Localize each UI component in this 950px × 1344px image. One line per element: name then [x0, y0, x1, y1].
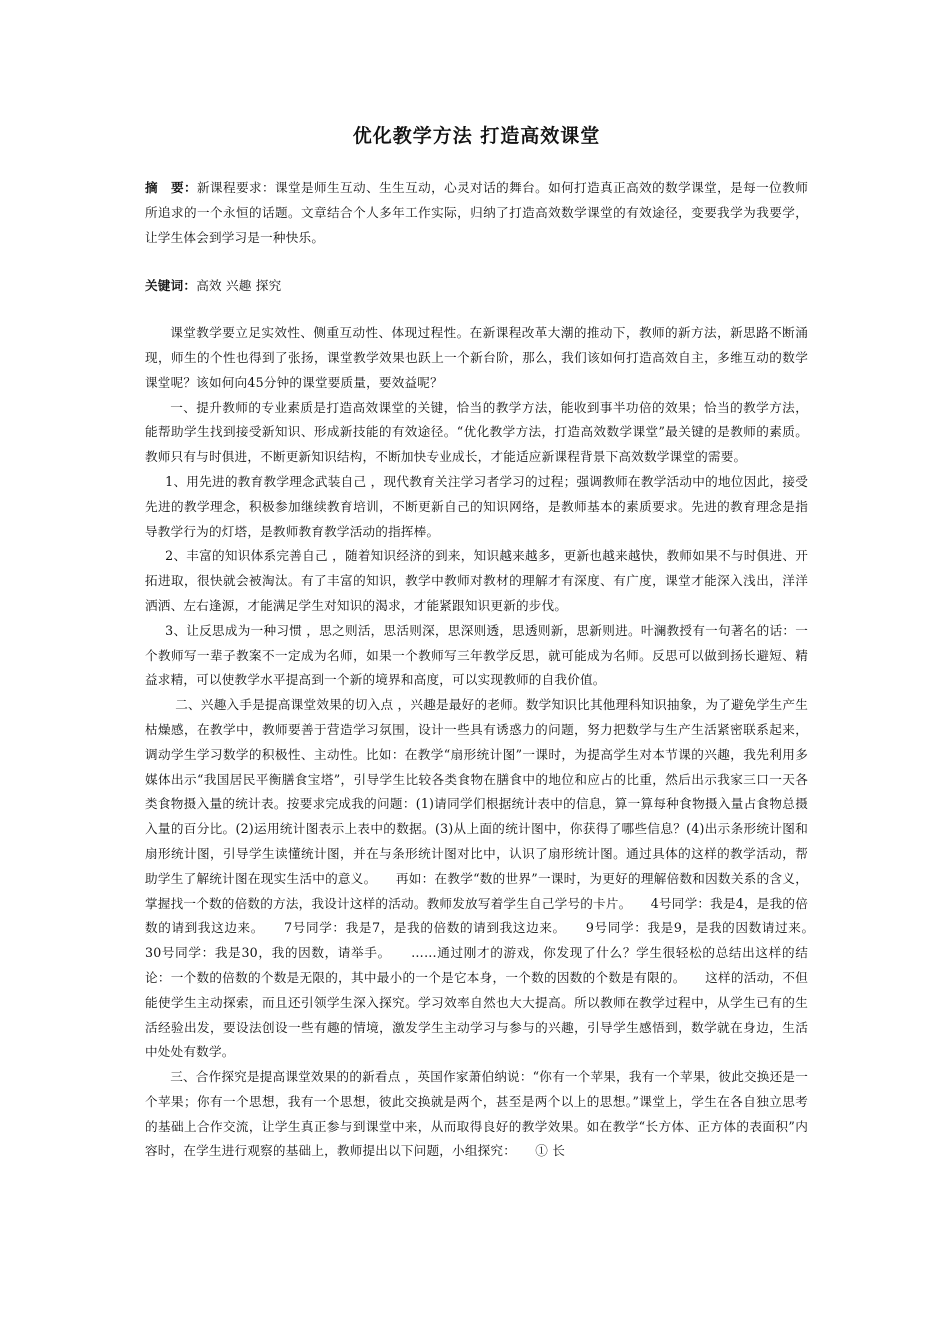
body-paragraph-point-1: 1、用先进的教育教学理念武装自己 ，现代教育关注学习者学习的过程；强调教师在教学活动中的地位因此，接受先进的教学理念，积极参加继续教育培训，不断更新自己的知识网络，是教师基本的素质要求。先进的教育理念是指导教学行为的灯塔，是教师教育教学活动的指挥棒。: [145, 473, 808, 539]
keywords-text: 高效 兴趣 探究: [196, 278, 282, 294]
body-paragraph-point-3: 3、让反思成为一种习惯 ，思之则活，思活则深，思深则透，思透则新，思新则进。叶澜教授有一句著名的话：一个教师写一辈子教案不一定成为名师，如果一个教师写三年教学反思，就可能成为名师。反思可以做到扬长避短、精益求精，可以使教学水平提高到一个新的境界和高度，可以实现教师的自我价值。: [145, 622, 808, 688]
body-paragraph-section-2: 二、兴趣入手是提高课堂效果的切入点 ，兴趣是最好的老师。数学知识比其他理科知识抽象，为了避免学生产生枯燥感，在教学中，教师要善于营造学习氛围，设计一些具有诱惑力的问题，努力把数学与生产生活紧密联系起来，调动学生学习数学的积极性、主动性。比如：在教学“扇形统计图”一课时，为提高学生对本节课的兴趣，我先利用多媒体出示“我国居民平衡膳食宝塔”，引导学生比较各类食物在膳食中的地位和应占的比重，然后出示我家三口一天各类食物摄入量的统计表。按要求完成我的问题：(1)请同学们根据统计表中的信息，算一算每种食物摄入量占食物总摄入量的百分比。(2)运用统计图表示上表中的数据。(3)从上面的统计图中，你获得了哪些信息？(4)出示条形统计图和扇形统计图，引导学生读懂统计图，并在与条形统计图对比中，认识了扇形统计图。通过具体的这样的教学活动，帮助学生了解统计图在现实生活中的意义。 再如：在教学“数的世界”一课时，为更好的理解倍数和因数关系的含义，掌握找一个数的倍数的方法，我设计这样的活动。教师发放写着学生自己学号的卡片。 4号同学：我是4，是我的倍数的请到我这边来。 7号同学：我是7，是我的倍数的请到我这边来。 9号同学：我是9，是我的因数请过来。 30号同学：我是30，我的因数，请举手。 ……通过刚才的游戏，你发现了什么？学生很轻松的总结出这样的结论：一个数的倍数的个数是无限的，其中最小的一个是它本身，一个数的因数的个数是有限的。 这样的活动，不但能使学生主动探索，而且还引领学生深入探究。学习效率自然也大大提高。所以教师在教学过程中，从学生已有的生活经验出发，要设法创设一些有趣的情境，激发学生主动学习与参与的兴趣，引导学生感悟到，数学就在身边，生活中处处有数学。: [145, 697, 834, 1060]
body-paragraph-point-2: 2、丰富的知识体系完善自己 ，随着知识经济的到来，知识越来越多，更新也越来越快，教师如果不与时俱进、开拓进取，很快就会被淘汰。有了丰富的知识，教学中教师对教材的理解才有深度、有广度，课堂才能深入浅出，洋洋洒洒、左右逢源，才能满足学生对知识的渴求，才能紧跟知识更新的步伐。: [145, 548, 808, 613]
body-paragraph-section-1: 一、提升教师的专业素质是打造高效课堂的关键，恰当的教学方法，能收到事半功倍的效果；恰当的教学方法，能帮助学生找到接受新知识、形成新技能的有效途径。“优化教学方法，打造高效数学课堂”最关键的是教师的素质。教师只有与时俱进，不断更新知识结构，不断加快专业成长，才能适应新课程背景下高效数学课堂的需要。: [145, 399, 808, 465]
document-page: [145, 122, 834, 1164]
body-paragraph-intro: 课堂教学要立足实效性、侧重互动性、体现过程性。在新课程改革大潮的推动下，教师的新方法，新思路不断涌现，师生的个性也得到了张扬，课堂教学效果也跃上一个新台阶，那么，我们该如何打造高效自主，多维互动的数学课堂呢？该如何向45分钟的课堂要质量，要效益呢？: [145, 325, 808, 390]
keywords: [145, 274, 808, 299]
abstract-label: 摘 要：: [145, 180, 198, 195]
keywords-label: 关键词：: [145, 278, 197, 294]
body-paragraph-section-3: 三、合作探究是提高课堂效果的的新看点 ，英国作家萧伯纳说：“你有一个苹果，我有一个苹果，彼此交换还是一个苹果；你有一个思想，我有一个思想，彼此交换就是两个，甚至是两个以上的思想。”课堂上，学生在各自独立思考的基础上合作交流，让学生真正参与到课堂中来，从而取得良好的教学效果。如在教学“长方体、正方体的表面积”内容时，在学生进行观察的基础上，教师提出以下问题，小组探究： ① 长: [145, 1069, 808, 1159]
abstract-text: 新课程要求：课堂是师生互动、生生互动，心灵对话的舞台。如何打造真正高效的数学课堂，是每一位教师所追求的一个永恒的话题。文章结合个人多年工作实际，归纳了打造高效数学课堂的有效途径，变要我学为我要学，让学生体会到学习是一种快乐。: [145, 180, 808, 245]
document-title: 优化教学方法 打造高效课堂: [352, 125, 601, 147]
abstract: [145, 176, 808, 250]
